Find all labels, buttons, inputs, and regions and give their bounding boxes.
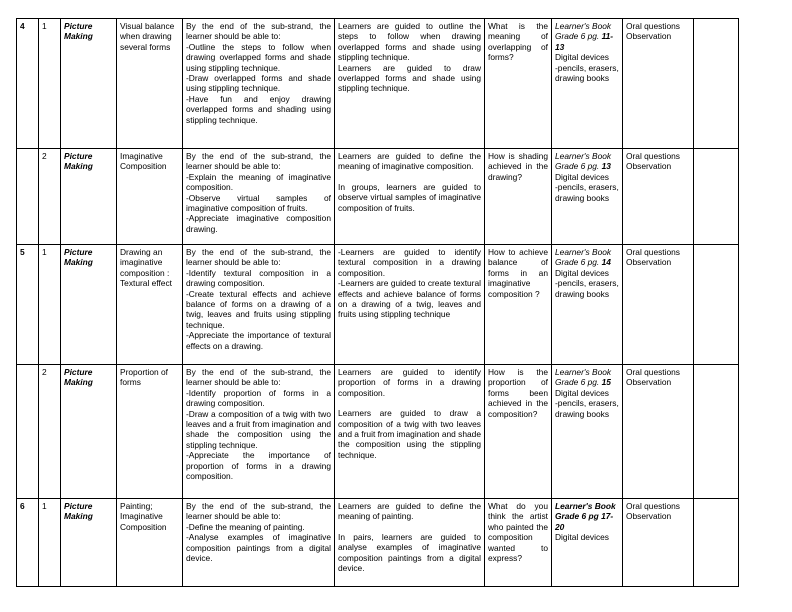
outcomes-cell — [183, 245, 335, 365]
spacer — [338, 522, 481, 532]
assessment-method: Observation — [626, 257, 672, 268]
experiences-cell — [335, 19, 485, 149]
page-reference-prefix: Grade 6 pg — [555, 511, 602, 522]
table-row — [17, 499, 739, 587]
sub-strand-name: Imaginative Composition — [120, 151, 167, 172]
resource-item: -pencils, erasers, drawing books — [555, 398, 619, 419]
outcome-line: -Have fun and enjoy drawing overlapped forms and shading using stippling technique. — [186, 93, 331, 125]
week-cell — [17, 19, 39, 149]
strand-cell — [61, 245, 117, 365]
page-reference — [555, 31, 619, 52]
lesson-cell — [39, 19, 61, 149]
page-numbers: 15 — [601, 377, 611, 388]
strand-cell — [61, 499, 117, 587]
sub-strand-cell — [117, 149, 183, 245]
experience-line: Learners are guided to draw a composition of a twig with two leaves and a fruit from imagination and shade the composition using the stippling technique. — [338, 408, 481, 460]
assessment-method: Observation — [626, 161, 672, 172]
outcome-line: By the end of the sub-strand, the learner should be able to: — [186, 247, 331, 268]
assessment-method: Oral questions — [626, 151, 680, 161]
experience-line: -Learners are guided to identify textural composition in a drawing composition. — [338, 247, 481, 278]
lesson-number: 1 — [42, 247, 47, 257]
assessment-cell — [623, 245, 694, 365]
spacer — [338, 172, 481, 182]
inquiry-cell — [485, 499, 552, 587]
assessment-cell — [623, 149, 694, 245]
experience-line: In pairs, learners are guided to analyse examples of imaginative composition paintings from a digital device. — [338, 531, 481, 574]
outcome-line: -Define the meaning of painting. — [186, 521, 305, 532]
strand-name: Picture Making — [64, 21, 93, 42]
page-reference — [555, 377, 619, 387]
week-cell — [17, 365, 39, 499]
inquiry-cell — [485, 149, 552, 245]
resources-cell — [552, 499, 623, 587]
lesson-number: 2 — [42, 151, 47, 161]
sub-strand-cell — [117, 19, 183, 149]
page-reference — [555, 161, 619, 171]
inquiry-cell — [485, 245, 552, 365]
sub-strand-name: Visual balance when drawing several forms — [120, 21, 175, 52]
lesson-cell — [39, 499, 61, 587]
outcomes-cell — [183, 499, 335, 587]
assessment-method: Oral questions — [626, 21, 680, 31]
outcome-line: -Draw overlapped forms and shade using stippling technique. — [186, 73, 331, 94]
remarks-cell — [694, 149, 739, 245]
page-numbers: 11-13 — [555, 31, 614, 52]
outcomes-cell — [183, 19, 335, 149]
inquiry-question: How to achieve balance of forms in an imaginative composition ? — [488, 247, 548, 299]
lesson-cell — [39, 365, 61, 499]
assessment-method: Oral questions — [626, 501, 680, 511]
experience-line: -Learners are guided to create textural effects and achieve balance of forms on a drawing of a twig, leaves and fruits using stippling technique — [338, 278, 481, 320]
assessment-cell — [623, 19, 694, 149]
week-number: 6 — [20, 501, 25, 511]
learners-book-label: Learner's Book — [555, 21, 612, 31]
table-row — [17, 365, 739, 499]
remarks-cell — [694, 19, 739, 149]
sub-strand-name: Proportion of forms — [120, 367, 168, 388]
outcome-line: -Outline the steps to follow when drawing overlapped forms and shade using stippling technique. — [186, 41, 331, 73]
remarks-cell — [694, 365, 739, 499]
page-numbers: 14 — [601, 257, 611, 268]
assessment-method: Observation — [626, 377, 672, 388]
outcome-line: -Draw a composition of a twig with two leaves and a fruit from imagination and shade the composition using the stippling technique. — [186, 408, 331, 450]
page-numbers: 17-20 — [555, 511, 614, 532]
assessment-method: Oral questions — [626, 367, 680, 377]
assessment-method: Observation — [626, 31, 672, 42]
outcome-line: -Observe virtual samples of imaginative composition of fruits. — [186, 192, 331, 214]
page-numbers: 13 — [601, 161, 611, 172]
experience-line: In groups, learners are guided to observe virtual samples of imaginative composition of fruits. — [338, 181, 481, 213]
assessment-method: Observation — [626, 511, 672, 522]
inquiry-question: What do you think the artist who painted the composition wanted to express? — [488, 501, 548, 564]
outcome-line: By the end of the sub-strand, the learner should be able to: — [186, 501, 331, 522]
remarks-cell — [694, 245, 739, 365]
strand-cell — [61, 149, 117, 245]
outcome-line: -Appreciate the importance of proportion of forms in a drawing composition. — [186, 450, 331, 482]
table-row — [17, 245, 739, 365]
experiences-cell — [335, 365, 485, 499]
table-row — [17, 149, 739, 245]
inquiry-question: How is shading achieved in the drawing? — [488, 151, 548, 182]
experiences-cell — [335, 149, 485, 245]
week-cell — [17, 149, 39, 245]
lesson-cell — [39, 245, 61, 365]
resource-item: Digital devices — [555, 171, 609, 182]
strand-name: Picture Making — [64, 247, 93, 268]
resources-cell — [552, 149, 623, 245]
learners-book-label: Learner's Book — [555, 247, 612, 257]
lesson-cell — [39, 149, 61, 245]
page-reference-prefix: Grade 6 pg. — [555, 377, 602, 388]
scheme-of-work-table — [16, 18, 739, 587]
remarks-cell — [694, 499, 739, 587]
sub-strand-cell — [117, 245, 183, 365]
outcomes-cell — [183, 365, 335, 499]
inquiry-question: What is the meaning of overlapping of forms? — [488, 21, 548, 63]
inquiry-cell — [485, 19, 552, 149]
learners-book-label: Learner's Book — [555, 501, 616, 511]
table-body — [17, 19, 739, 587]
outcome-line: By the end of the sub-strand, the learner should be able to: — [186, 21, 331, 42]
strand-cell — [61, 365, 117, 499]
sub-strand-cell — [117, 499, 183, 587]
sub-strand-name: Painting; Imaginative Composition — [120, 501, 167, 532]
spacer — [338, 398, 481, 408]
experience-line: Learners are guided to define the meaning of imaginative composition. — [338, 151, 481, 172]
outcome-line: -Explain the meaning of imaginative composition. — [186, 171, 331, 193]
week-number: 5 — [20, 247, 25, 257]
assessment-cell — [623, 365, 694, 499]
resources-cell — [552, 365, 623, 499]
week-number: 4 — [20, 21, 25, 31]
lesson-number: 1 — [42, 21, 47, 31]
strand-name: Picture Making — [64, 367, 93, 388]
resource-item: Digital devices — [555, 52, 609, 63]
lesson-number: 2 — [42, 367, 47, 377]
outcomes-cell — [183, 149, 335, 245]
table-row — [17, 19, 739, 149]
assessment-cell — [623, 499, 694, 587]
experiences-cell — [335, 499, 485, 587]
resource-item: Digital devices — [555, 267, 609, 278]
page-reference — [555, 257, 619, 267]
page-reference-prefix: Grade 6 pg. — [555, 161, 602, 172]
page-reference-prefix: Grade 6 pg. — [555, 31, 602, 42]
resource-item: -pencils, erasers, drawing books — [555, 62, 619, 84]
experiences-cell — [335, 245, 485, 365]
inquiry-question: How is the proportion of forms been achieved in the composition? — [488, 367, 548, 419]
outcome-line: -Appreciate imaginative composition drawing. — [186, 213, 331, 234]
outcome-line: -Identify textural composition in a drawing composition. — [186, 267, 331, 289]
page-reference — [555, 511, 619, 532]
sub-strand-name: Drawing an imaginative composition : Textural effect — [120, 247, 172, 289]
lesson-number: 1 — [42, 501, 47, 511]
outcome-line: By the end of the sub-strand, the learner should be able to: — [186, 151, 331, 172]
resource-item: Digital devices — [555, 532, 609, 543]
week-cell — [17, 245, 39, 365]
inquiry-cell — [485, 365, 552, 499]
sub-strand-cell — [117, 365, 183, 499]
outcome-line: By the end of the sub-strand, the learner should be able to: — [186, 367, 331, 388]
experience-line: Learners are guided to define the meaning of painting. — [338, 501, 481, 522]
resources-cell — [552, 19, 623, 149]
outcome-line: -Identify proportion of forms in a drawing composition. — [186, 387, 331, 409]
week-cell — [17, 499, 39, 587]
experience-line: Learners are guided to outline the steps to follow when drawing overlapped forms and shade using stippling technique. — [338, 21, 481, 63]
learners-book-label: Learner's Book — [555, 151, 612, 161]
outcome-line: -Appreciate the importance of textural effects on a drawing. — [186, 330, 331, 351]
resources-cell — [552, 245, 623, 365]
resource-item: Digital devices — [555, 387, 609, 398]
strand-name: Picture Making — [64, 501, 93, 522]
assessment-method: Oral questions — [626, 247, 680, 257]
outcome-line: -Analyse examples of imaginative composition paintings from a digital device. — [186, 532, 331, 564]
learners-book-label: Learner's Book — [555, 367, 612, 377]
experience-line: Learners are guided to draw overlapped forms and shade using stippling technique. — [338, 62, 481, 94]
strand-name: Picture Making — [64, 151, 93, 172]
strand-cell — [61, 19, 117, 149]
experience-line: Learners are guided to identify proportion of forms in a drawing composition. — [338, 367, 481, 398]
outcome-line: -Create textural effects and achieve balance of forms on a drawing of a twig, leaves and fruits using stippling technique. — [186, 288, 331, 330]
resource-item: -pencils, erasers, drawing books — [555, 182, 619, 203]
page-reference-prefix: Grade 6 pg. — [555, 257, 602, 268]
resource-item: -pencils, erasers, drawing books — [555, 278, 619, 299]
